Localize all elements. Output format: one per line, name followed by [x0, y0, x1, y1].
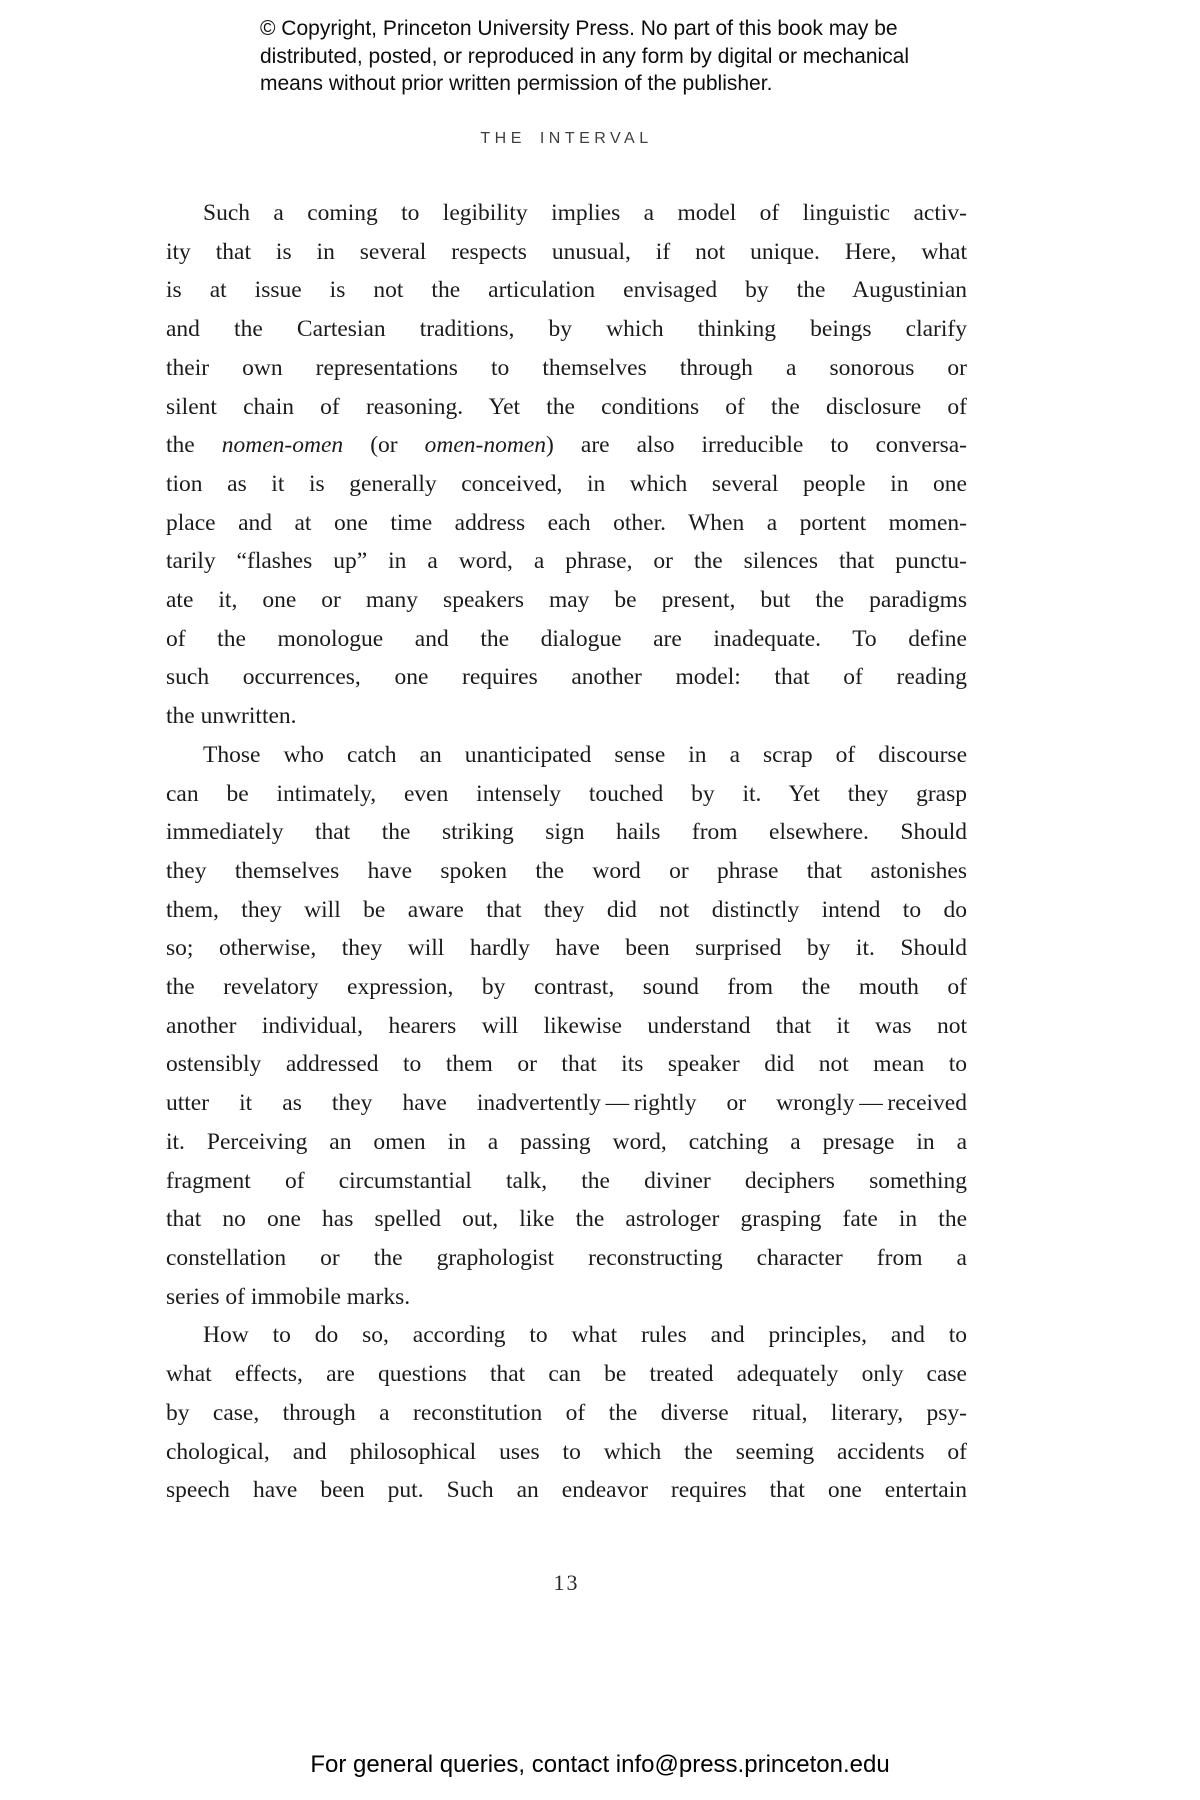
text-line: the nomen-omen (or omen-nomen) are also irreducible to conversa- — [166, 432, 967, 459]
text-line: by case, through a reconstitution of the diverse ritual, literary, psy- — [166, 1399, 967, 1426]
text-line: can be intimately, even intensely touched by it. Yet they grasp — [166, 780, 967, 807]
page-number: 13 — [553, 1570, 580, 1595]
text-line: constellation or the graphologist reconstructing character from a — [166, 1244, 967, 1271]
text-line: that no one has spelled out, like the astrologer grasping fate in the — [166, 1206, 967, 1233]
copyright-line: distributed, posted, or reproduced in any form by digital or mechanical — [260, 44, 910, 68]
copyright-line: means without prior written permission of the publisher. — [260, 72, 773, 95]
text-line: Those who catch an unanticipated sense in a scrap of discourse — [203, 741, 967, 768]
text-line: chological, and philosophical uses to which the seeming accidents of — [166, 1438, 967, 1465]
footer-contact: For general queries, contact info@press.princeton.edu — [310, 1751, 890, 1778]
text-line: How to do so, according to what rules and principles, and to — [203, 1322, 967, 1349]
text-line: what effects, are questions that can be treated adequately only case — [166, 1361, 967, 1388]
text-line: ity that is in several respects unusual, if not unique. Here, what — [166, 238, 967, 265]
copyright-line: © Copyright, Princeton University Press. No part of this book may be — [260, 17, 898, 40]
text-line: tion as it is generally conceived, in which several people in one — [166, 470, 967, 497]
text-line: so; otherwise, they will hardly have been surprised by it. Should — [166, 935, 967, 962]
text-line: fragment of circumstantial talk, the diviner deciphers something — [166, 1167, 967, 1194]
text-line: place and at one time address each other. When a portent momen- — [166, 509, 967, 536]
text-line: ate it, one or many speakers may be present, but the paradigms — [166, 587, 967, 614]
text-line: utter it as they have inadvertently — rightly or wrongly — received — [166, 1090, 967, 1117]
text-line: and the Cartesian traditions, by which thinking beings clarify — [166, 316, 967, 343]
running-head: THE INTERVAL — [480, 130, 653, 147]
text-line: speech have been put. Such an endeavor requires that one entertain — [166, 1477, 967, 1504]
text-line: the unwritten. — [166, 703, 297, 730]
copyright-notice — [260, 15, 909, 98]
text-line: such occurrences, one requires another model: that of reading — [166, 664, 967, 691]
text-line: silent chain of reasoning. Yet the conditions of the disclosure of — [166, 393, 967, 420]
text-line: they themselves have spoken the word or phrase that astonishes — [166, 857, 967, 884]
text-line: them, they will be aware that they did not distinctly intend to do — [166, 896, 967, 923]
text-line: their own representations to themselves through a sonorous or — [166, 354, 967, 381]
text-line: tarily “flashes up” in a word, a phrase, or the silences that punctu- — [166, 548, 967, 575]
text-line: another individual, hearers will likewise understand that it was not — [166, 1012, 967, 1039]
text-line: of the monologue and the dialogue are inadequate. To define — [166, 625, 967, 652]
text-line: ostensibly addressed to them or that its speaker did not mean to — [166, 1051, 967, 1078]
text-line: series of immobile marks. — [166, 1283, 411, 1310]
text-line: the revelatory expression, by contrast, sound from the mouth of — [166, 974, 967, 1001]
text-line: Such a coming to legibility implies a model of linguistic activ- — [203, 200, 967, 226]
text-line: immediately that the striking sign hails from elsewhere. Should — [166, 819, 967, 846]
text-line: it. Perceiving an omen in a passing word, catching a presage in a — [166, 1128, 967, 1155]
text-line: is at issue is not the articulation envisaged by the Augustinian — [166, 277, 967, 304]
body-text — [166, 194, 967, 1510]
